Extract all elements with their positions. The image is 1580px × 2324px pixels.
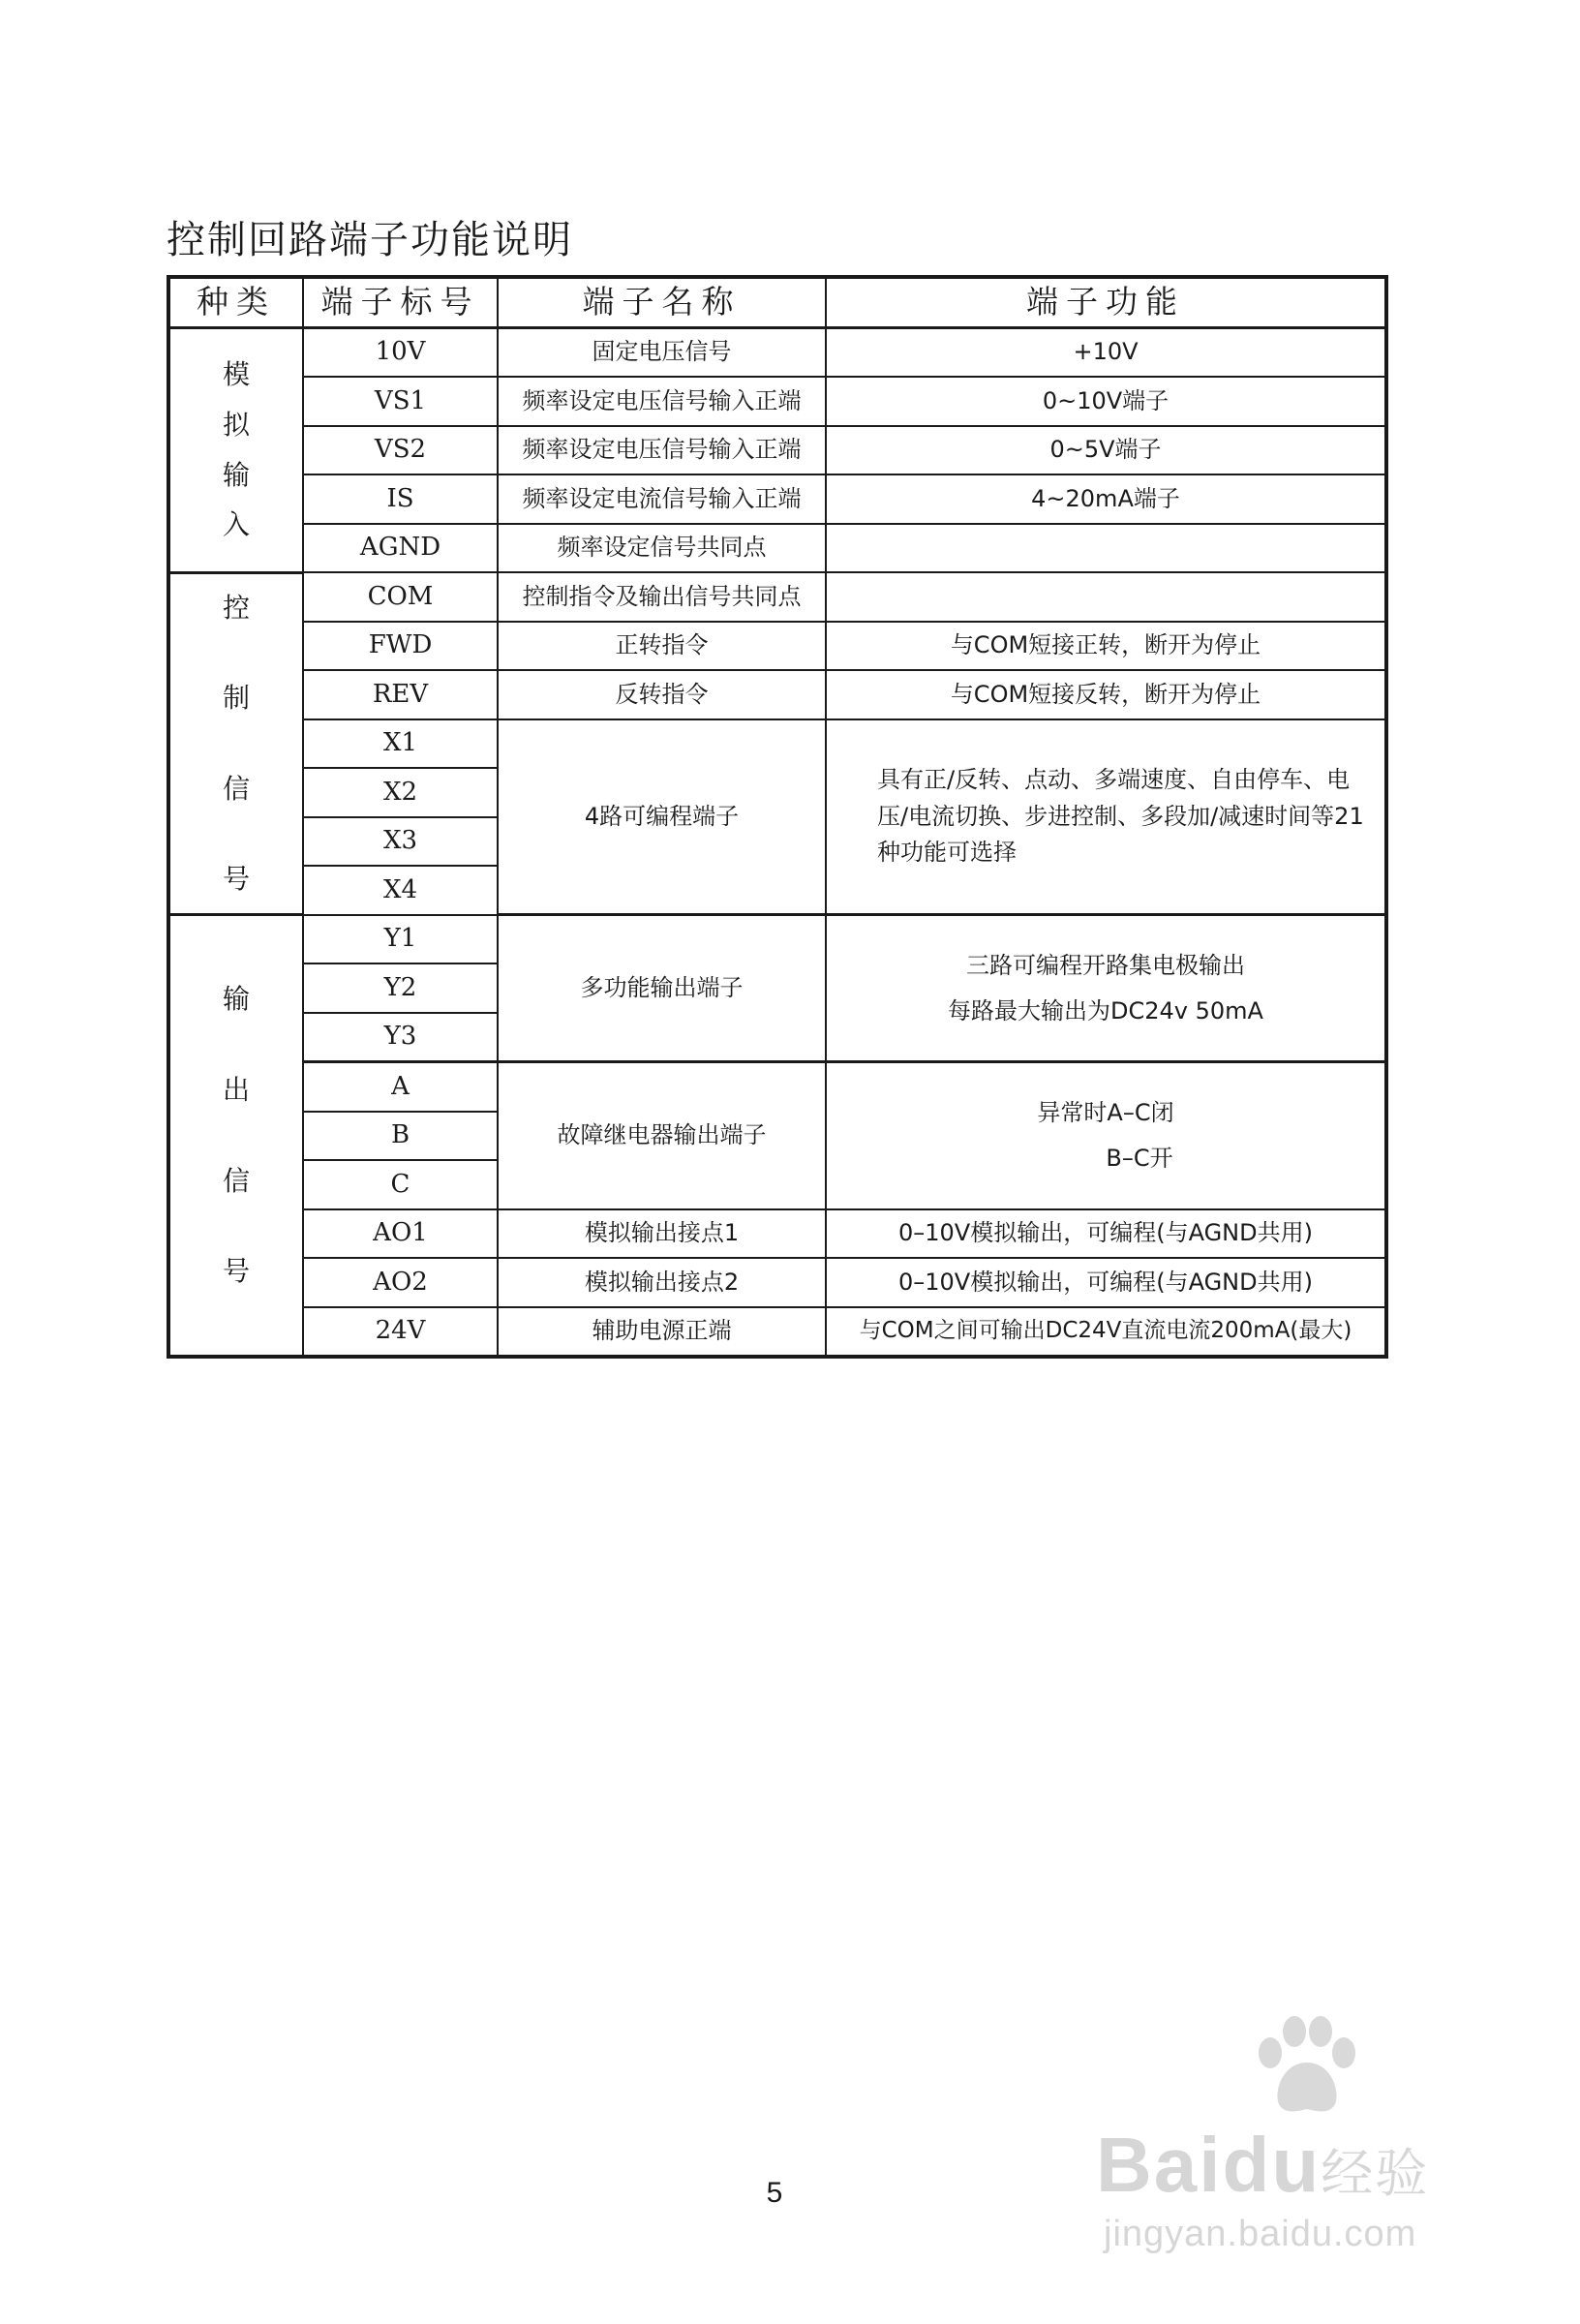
terminal-function-merged: 具有正/反转、点动、多端速度、自由停车、电压/电流切换、步进控制、多段加/减速时间等21种功能可选择 — [826, 719, 1386, 915]
page-number: 5 — [766, 2177, 783, 2209]
terminal-function — [826, 524, 1386, 573]
category-char: 号 — [222, 863, 250, 896]
terminal-function-merged — [826, 1062, 1386, 1209]
table-row — [168, 474, 1386, 524]
category-output-signal — [168, 915, 303, 1358]
terminal-id: AGND — [303, 524, 498, 573]
terminal-function-merged — [826, 915, 1386, 1062]
terminal-id: X2 — [303, 768, 498, 817]
terminal-name: 频率设定电压信号输入正端 — [498, 426, 826, 475]
function-line: 每路最大输出为DC24v 50mA — [948, 996, 1263, 1024]
terminal-function: 0–10V模拟输出，可编程(与AGND共用) — [826, 1258, 1386, 1307]
terminal-id: AO2 — [303, 1258, 498, 1307]
terminal-function: 0~5V端子 — [826, 426, 1386, 475]
watermark-logo-text: Baidu — [1096, 2122, 1322, 2208]
paw-icon — [1241, 2014, 1367, 2121]
terminal-name: 频率设定信号共同点 — [498, 524, 826, 573]
category-char: 输 — [222, 458, 250, 491]
terminal-id: Y3 — [303, 1013, 498, 1062]
terminal-name: 模拟输出接点2 — [498, 1258, 826, 1307]
category-char: 模 — [222, 358, 250, 391]
table-row — [168, 670, 1386, 719]
function-line: 三路可编程开路集电极输出 — [966, 951, 1245, 979]
category-char: 信 — [222, 772, 250, 805]
category-char: 制 — [222, 682, 250, 715]
terminal-function: 与COM短接反转，断开为停止 — [826, 670, 1386, 719]
category-analog-input — [168, 327, 303, 572]
terminal-id: A — [303, 1062, 498, 1112]
terminal-function: 与COM短接正转，断开为停止 — [826, 622, 1386, 671]
terminal-id: X4 — [303, 866, 498, 915]
terminal-name: 控制指令及输出信号共同点 — [498, 572, 826, 622]
table-row — [168, 1258, 1386, 1307]
category-char: 输 — [222, 983, 250, 1016]
category-char: 拟 — [222, 408, 250, 441]
baidu-jingyan-watermark — [1096, 2014, 1483, 2266]
terminal-function: 4~20mA端子 — [826, 474, 1386, 524]
terminal-id: X3 — [303, 817, 498, 867]
table-row — [168, 1062, 1386, 1112]
watermark-logo — [1096, 2121, 1429, 2210]
terminal-name: 固定电压信号 — [498, 327, 826, 377]
terminal-id: COM — [303, 572, 498, 622]
terminal-function: 与COM之间可输出DC24V直流电流200mA(最大) — [826, 1307, 1386, 1358]
table-row — [168, 1307, 1386, 1358]
category-char: 入 — [222, 508, 250, 541]
table-row — [168, 377, 1386, 426]
terminal-name: 模拟输出接点1 — [498, 1209, 826, 1259]
terminal-name-merged: 4路可编程端子 — [498, 719, 826, 915]
terminal-id: AO1 — [303, 1209, 498, 1259]
terminal-function — [826, 572, 1386, 622]
watermark-url: jingyan.baidu.com — [1104, 2214, 1417, 2254]
category-control-signal — [168, 572, 303, 915]
page-title: 控制回路端子功能说明 — [167, 218, 573, 262]
terminal-id: REV — [303, 670, 498, 719]
table-row — [168, 719, 1386, 769]
table-header-row — [168, 277, 1386, 327]
table-row — [168, 327, 1386, 377]
terminal-id: FWD — [303, 622, 498, 671]
category-char: 控 — [222, 591, 250, 624]
watermark-suffix: 经验 — [1321, 2143, 1430, 2204]
header-terminal-id: 端子标号 — [303, 277, 498, 327]
function-line: 异常时A–C闭 — [1037, 1098, 1174, 1126]
terminal-id: B — [303, 1112, 498, 1161]
terminal-function-table — [167, 275, 1388, 1359]
terminal-id: X1 — [303, 719, 498, 769]
terminal-id: Y1 — [303, 915, 498, 964]
terminal-name: 辅助电源正端 — [498, 1307, 826, 1358]
category-char: 号 — [222, 1255, 250, 1288]
terminal-id: C — [303, 1160, 498, 1209]
terminal-id: 24V — [303, 1307, 498, 1358]
terminal-name: 反转指令 — [498, 670, 826, 719]
function-line: B–C开 — [1106, 1144, 1173, 1172]
terminal-function: 0–10V模拟输出，可编程(与AGND共用) — [826, 1209, 1386, 1259]
category-char: 出 — [222, 1073, 250, 1106]
terminal-id: 10V — [303, 327, 498, 377]
terminal-name-merged: 多功能输出端子 — [498, 915, 826, 1062]
header-terminal-function: 端子功能 — [826, 277, 1386, 327]
terminal-name: 频率设定电流信号输入正端 — [498, 474, 826, 524]
terminal-id: Y2 — [303, 963, 498, 1013]
header-category: 种类 — [168, 277, 303, 327]
terminal-id: VS2 — [303, 426, 498, 475]
header-terminal-name: 端子名称 — [498, 277, 826, 327]
terminal-name: 频率设定电压信号输入正端 — [498, 377, 826, 426]
table-row — [168, 524, 1386, 573]
category-char: 信 — [222, 1164, 250, 1197]
terminal-name: 正转指令 — [498, 622, 826, 671]
table-row — [168, 572, 1386, 622]
terminal-id: IS — [303, 474, 498, 524]
table-row — [168, 426, 1386, 475]
table-row — [168, 1209, 1386, 1259]
table-row — [168, 915, 1386, 964]
terminal-name-merged: 故障继电器输出端子 — [498, 1062, 826, 1209]
terminal-id: VS1 — [303, 377, 498, 426]
terminal-function: 0~10V端子 — [826, 377, 1386, 426]
table-row — [168, 622, 1386, 671]
terminal-function: +10V — [826, 327, 1386, 377]
